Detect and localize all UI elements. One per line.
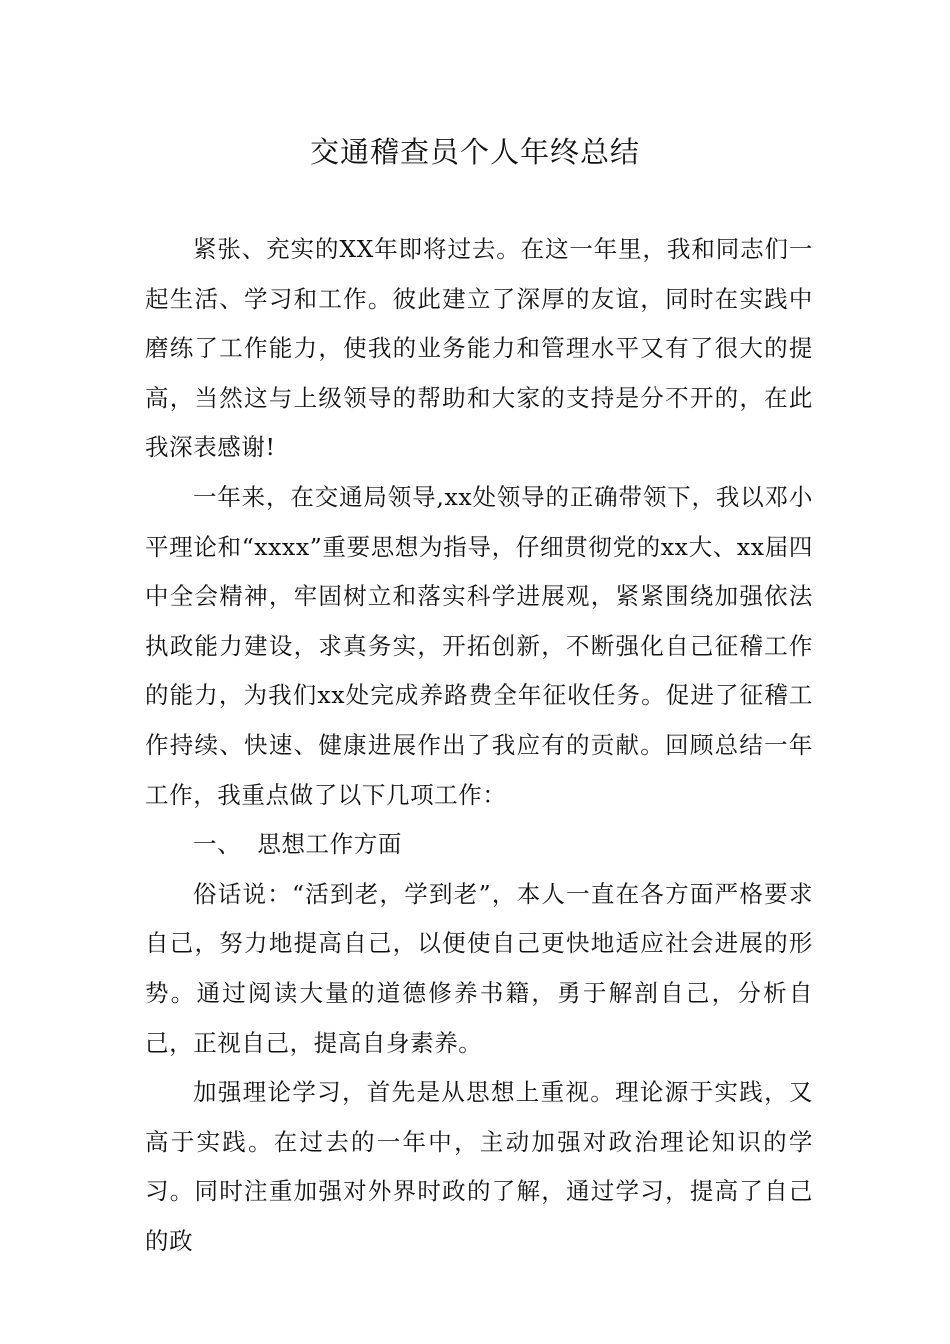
paragraph-intro: 紧张、充实的XX年即将过去。在这一年里，我和同志们一起生活、学习和工作。彼此建立了深厚的友谊，同时在实践中磨练了工作能力，使我的业务能力和管理水平又有了很大的提高，当然这与上级领导的帮助和大家的支持是分不开的，在此我深表感谢! [145, 235, 813, 462]
paragraph-theory-study: 加强理论学习，首先是从思想上重视。理论源于实践，又高于实践。在过去的一年中，主动加强对政治理论知识的学习。同时注重加强对外界时政的了解，通过学习，提高了自己的政 [145, 1078, 813, 1255]
paragraph-self-improvement: 俗话说：“活到老，学到老”，本人一直在各方面严格要求自己，努力地提高自己，以便使自己更快地适应社会进展的形势。通过阅读大量的道德修养书籍，勇于解剖自己，分析自己，正视自己，提高自身素养。 [145, 879, 813, 1057]
document-title: 交通稽查员个人年终总结 [309, 135, 640, 169]
section-heading-ideology: 一、 思想工作方面 [193, 830, 402, 859]
paragraph-overview: 一年来，在交通局领导,xx处领导的正确带领下，我以邓小平理论和“xxxx”重要思想为指导，仔细贯彻党的xx大、xx届四中全会精神，牢固树立和落实科学进展观，紧紧围绕加强依法执政能力建设，求真务实，开拓创新，不断强化自己征稽工作的能力，为我们xx处完成养路费全年征收任务。促进了征稽工作持续、快速、健康进展作出了我应有的贡献。回顾总结一年工作，我重点做了以下几项工作： [145, 482, 813, 809]
document-body [145, 225, 813, 1266]
